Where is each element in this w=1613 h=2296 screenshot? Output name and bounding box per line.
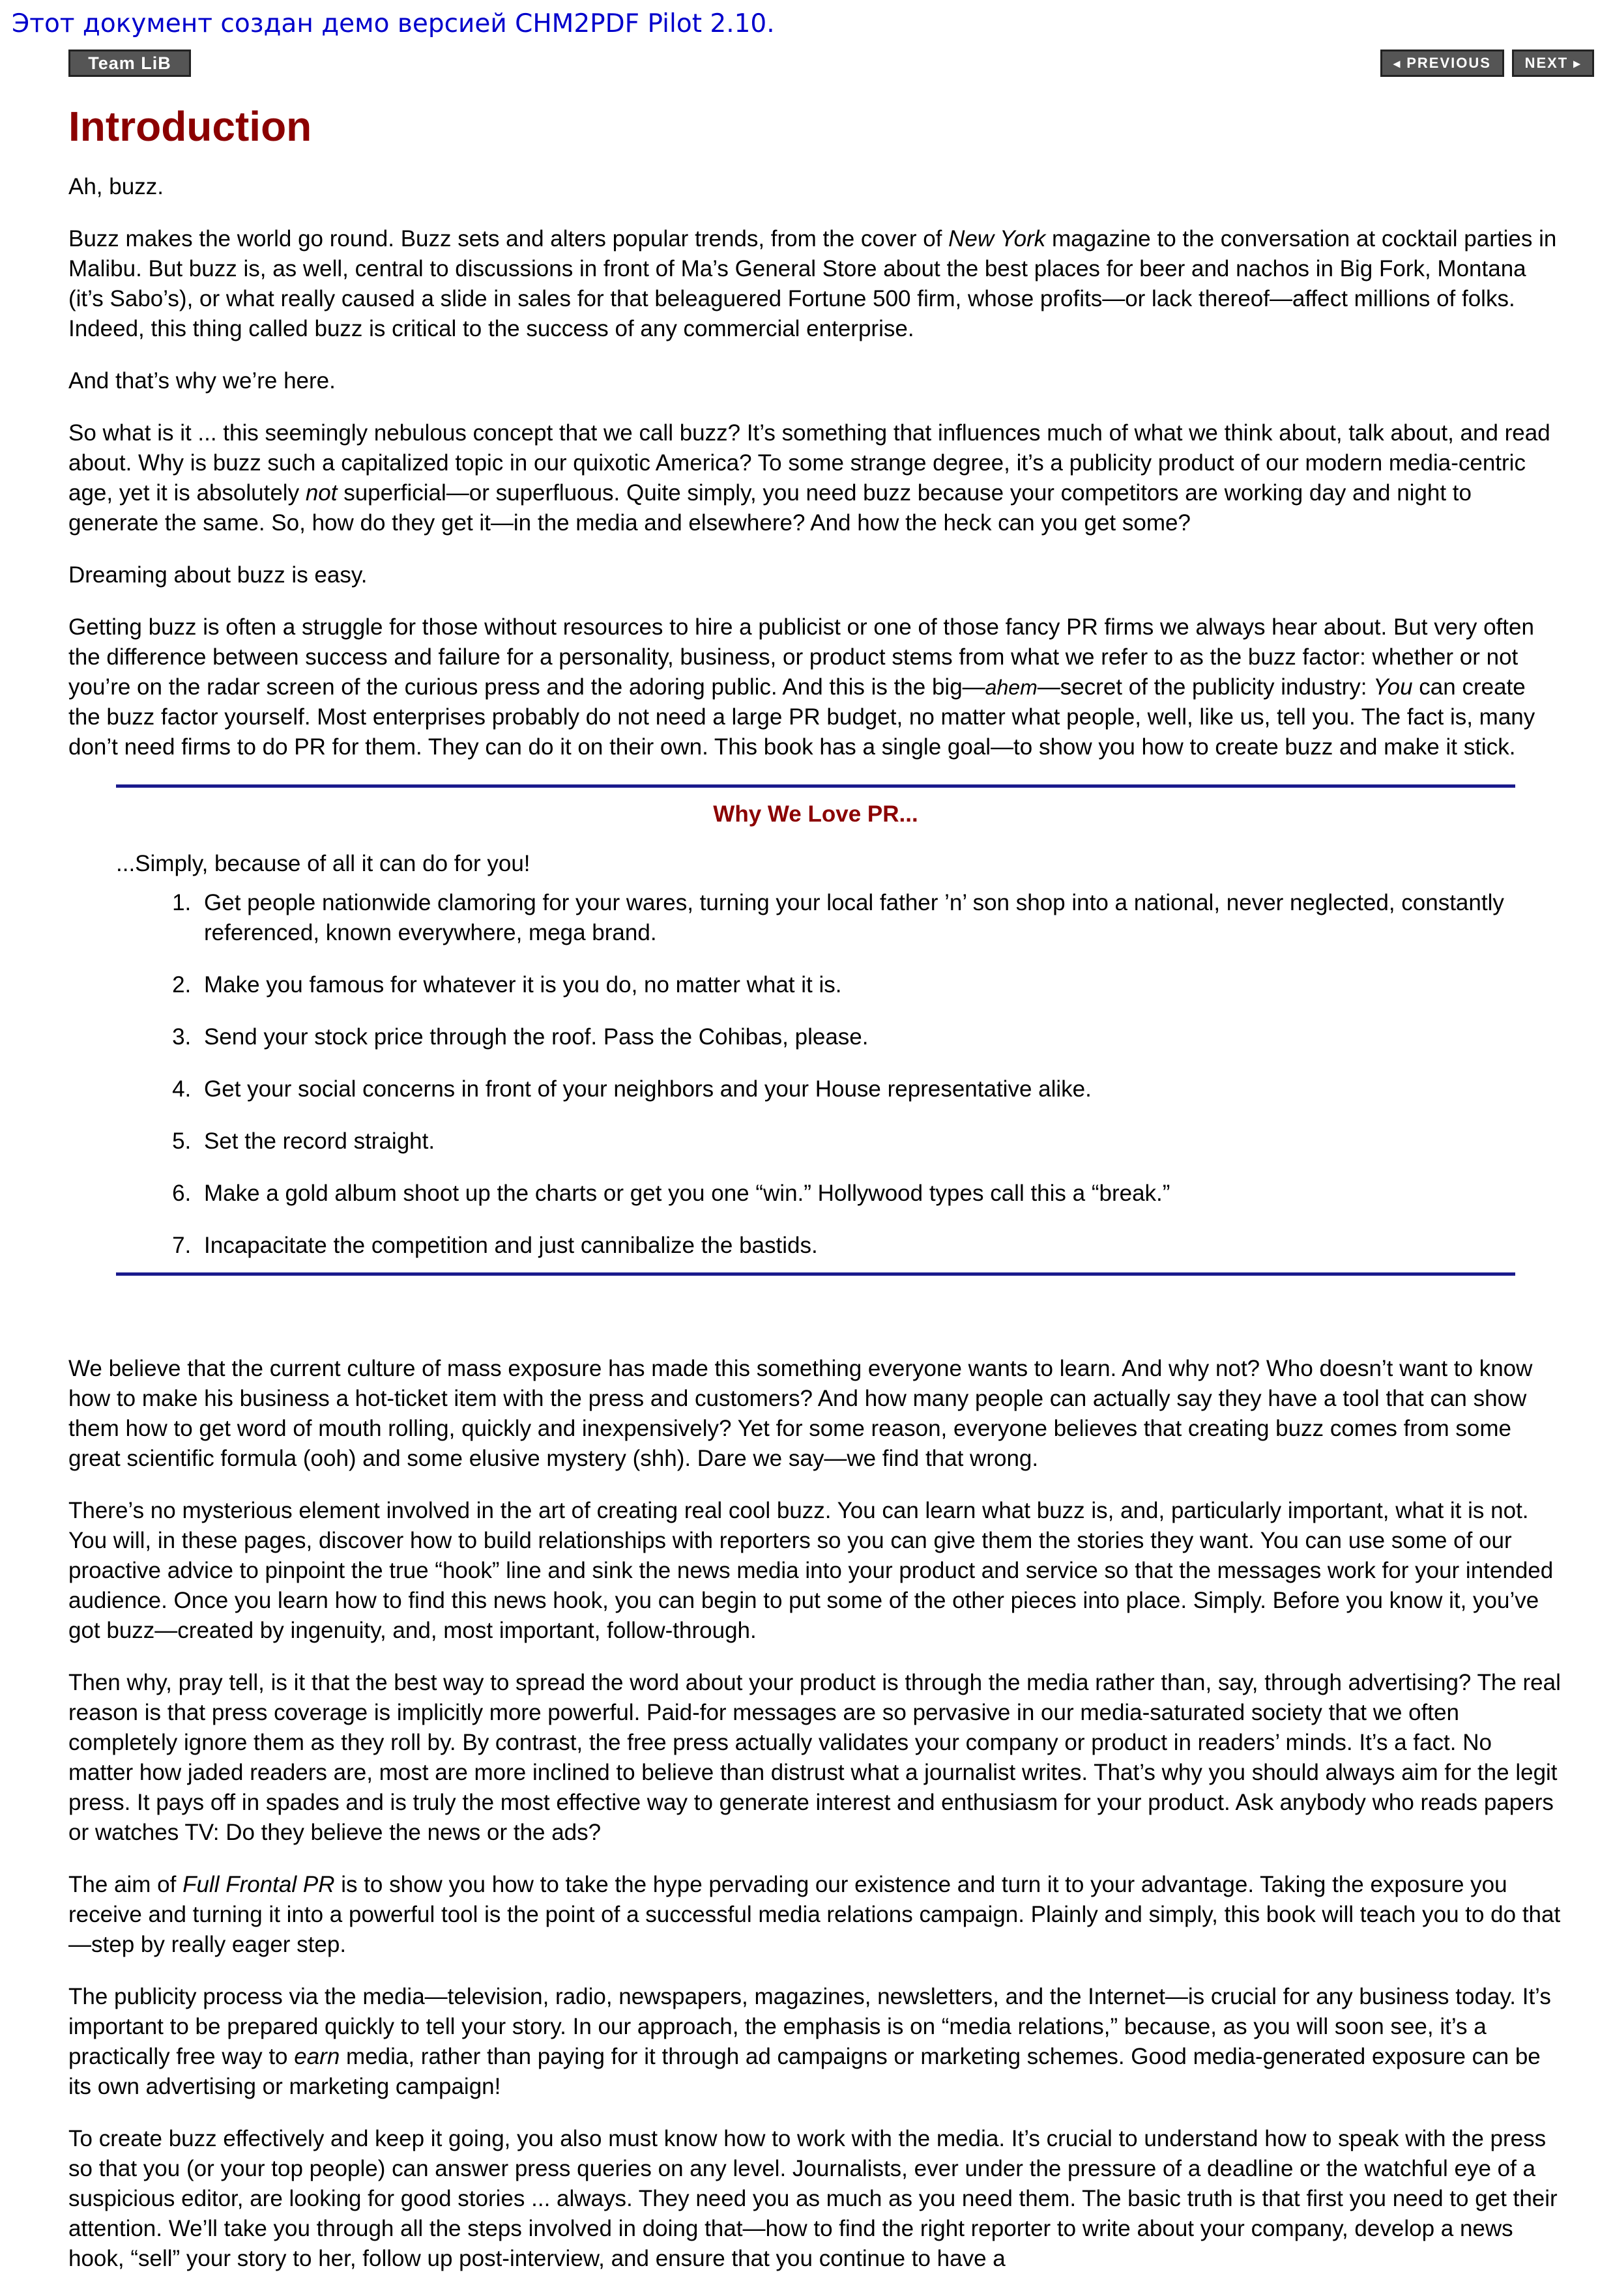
previous-button[interactable] [1380, 50, 1504, 77]
previous-label: PREVIOUS [1406, 55, 1491, 71]
sidebar-intro: ...Simply, because of all it can do for you! [116, 850, 530, 876]
list-item: 7. Incapacitate the competition and just cannibalize the bastids. [197, 1231, 1515, 1261]
paragraph-4: So what is it ... this seemingly nebulous concept that we call buzz? It’s something that influences much of what we think about, talk about, and read about. Why is buzz such a capitalized topic in our quixotic America? To some strange degree, it’s a publicity product of our modern media-centric age, yet it is absolutely not superficial—or superfluous. Quite simply, you need buzz because your competitors are working day and night to generate the same. So, how do they get it—in the media and elsewhere? And how the heck can you get some? [68, 420, 1550, 536]
next-arrow-icon: ▸ [1573, 57, 1582, 71]
page-title: Introduction [68, 103, 312, 150]
list-item: 3. Send your stock price through the roof. Pass the Cohibas, please. [197, 1022, 1515, 1052]
paragraph-10: The aim of Full Frontal PR is to show you how to take the hype pervading our existence and turn it to your advantage. Taking the exposure you receive and turning it into a powerful tool is the point of a successful media relations campaign. Plainly and simply, this book will teach you to do that—step by really eager step. [68, 1871, 1561, 1957]
paragraph-11: The publicity process via the media—television, radio, newspapers, magazines, newsletters, and the Internet—is crucial for any business today. It’s important to be prepared quickly to tell your story. In our approach, the emphasis is on “media relations,” because, as you will soon see, it’s a practically free way to earn media, rather than paying for it through ad campaigns or marketing schemes. Good media-generated exposure can be its own advertising or marketing campaign! [68, 1983, 1551, 2099]
sidebar-title: Why We Love PR... [713, 801, 918, 827]
previous-arrow-icon: ◂ [1393, 57, 1402, 71]
next-label: NEXT [1524, 55, 1569, 71]
paragraph-5: Dreaming about buzz is easy. [68, 562, 368, 588]
paragraph-6: Getting buzz is often a struggle for those without resources to hire a publicist or one of those fancy PR firms we always hear about. But very often the difference between success and failure for a personality, business, or product stems from what we refer to as the buzz factor: whether or not you’re on the radar screen of the curious press and the adoring public. And this is the big—ahem—secret of the publicity industry: You can create the buzz factor yourself. Most enterprises probably do not need a large PR budget, no matter what people, well, like us, tell you. The fact is, many don’t need firms to do PR for them. They can do it on their own. This book has a single goal—to show you how to create buzz and make it stick. [68, 614, 1535, 760]
paragraph-9: Then why, pray tell, is it that the best way to spread the word about your product is through the media rather than, say, through advertising? The real reason is that press coverage is implicitly more powerful. Paid-for messages are so pervasive in our media-saturated society that we often completely ignore them as they roll by. By contrast, the free press actually validates your company or product in readers’ minds. It’s a fact. No matter how jaded readers are, most are more inclined to believe than distrust what a journalist writes. That’s why you should always aim for the legit press. It pays off in spades and is truly the most effective way to generate interest and enthusiasm for your product. Ask anybody who reads papers or watches TV: Do they believe the news or the ads? [68, 1669, 1561, 1845]
paragraph-2: Buzz makes the world go round. Buzz sets and alters popular trends, from the cover of New York magazine to the conversation at cocktail parties in Malibu. But buzz is, as well, central to discussions in front of Ma’s General Store about the best places for beer and nachos in Big Fork, Montana (it’s Sabo’s), or what really caused a slide in sales for that beleaguered Fortune 500 firm, whose profits—or lack thereof—affect millions of folks. Indeed, this thing called buzz is critical to the success of any commercial enterprise. [68, 225, 1557, 341]
paragraph-3: And that’s why we’re here. [68, 367, 336, 394]
paragraph-1: Ah, buzz. [68, 173, 164, 199]
team-lib-logo: Team LiB [68, 50, 191, 77]
list-item: 6. Make a gold album shoot up the charts or get you one “win.” Hollywood types call this a “break.” [197, 1179, 1515, 1209]
sidebar-why-we-love-pr [116, 784, 1515, 1276]
next-button[interactable] [1512, 50, 1594, 77]
reasons-list [116, 888, 1515, 1261]
document-body [68, 98, 1561, 2296]
list-item: 4. Get your social concerns in front of your neighbors and your House representative alike. [197, 1074, 1515, 1104]
sidebar-top-rule [116, 784, 1515, 788]
watermark-text: Этот документ создан демо версией CHM2PDF Pilot 2.10. [12, 9, 775, 38]
paragraph-12: To create buzz effectively and keep it going, you also must know how to work with the media. It’s crucial to understand how to speak with the press so that you (or your top people) can answer press queries on any level. Journalists, ever under the pressure of a deadline or the watchful eye of a suspicious editor, are looking for good stories ... always. They need you as much as you need them. The basic truth is that first you need to get their attention. We’ll take you through all the steps involved in doing that—how to find the right reporter to write about your company, develop a news hook, “sell” your story to her, follow up post-interview, and ensure that you continue to have a [68, 2125, 1558, 2271]
paragraph-8: There’s no mysterious element involved in the art of creating real cool buzz. You can learn what buzz is, and, particularly important, what it is not. You will, in these pages, discover how to build relationships with reporters so you can give them the stories they want. You can use some of our proactive advice to pinpoint the true “hook” line and sink the news media into your product and service so that the messages work for your intended audience. Once you learn how to find this news hook, you can begin to put some of the other pieces into place. Simply. Before you know it, you’ve got buzz—created by ingenuity, and, most important, follow-through. [68, 1497, 1554, 1643]
list-item: 5. Set the record straight. [197, 1126, 1515, 1156]
paragraph-7: We believe that the current culture of mass exposure has made this something everyone wants to learn. And why not? Who doesn’t want to know how to make his business a hot-ticket item with the press and customers? And how many people can actually say they have a tool that can show them how to get word of mouth rolling, quickly and inexpensively? Yet for some reason, everyone believes that creating buzz comes from some great scientific formula (ooh) and some elusive mystery (shh). Dare we say—we find that wrong. [68, 1355, 1533, 1471]
list-item: 2. Make you famous for whatever it is you do, no matter what it is. [197, 970, 1515, 1000]
list-item: 1. Get people nationwide clamoring for your wares, turning your local father ’n’ son shop into a national, never neglected, constantly referenced, known everywhere, mega brand. [197, 888, 1515, 948]
